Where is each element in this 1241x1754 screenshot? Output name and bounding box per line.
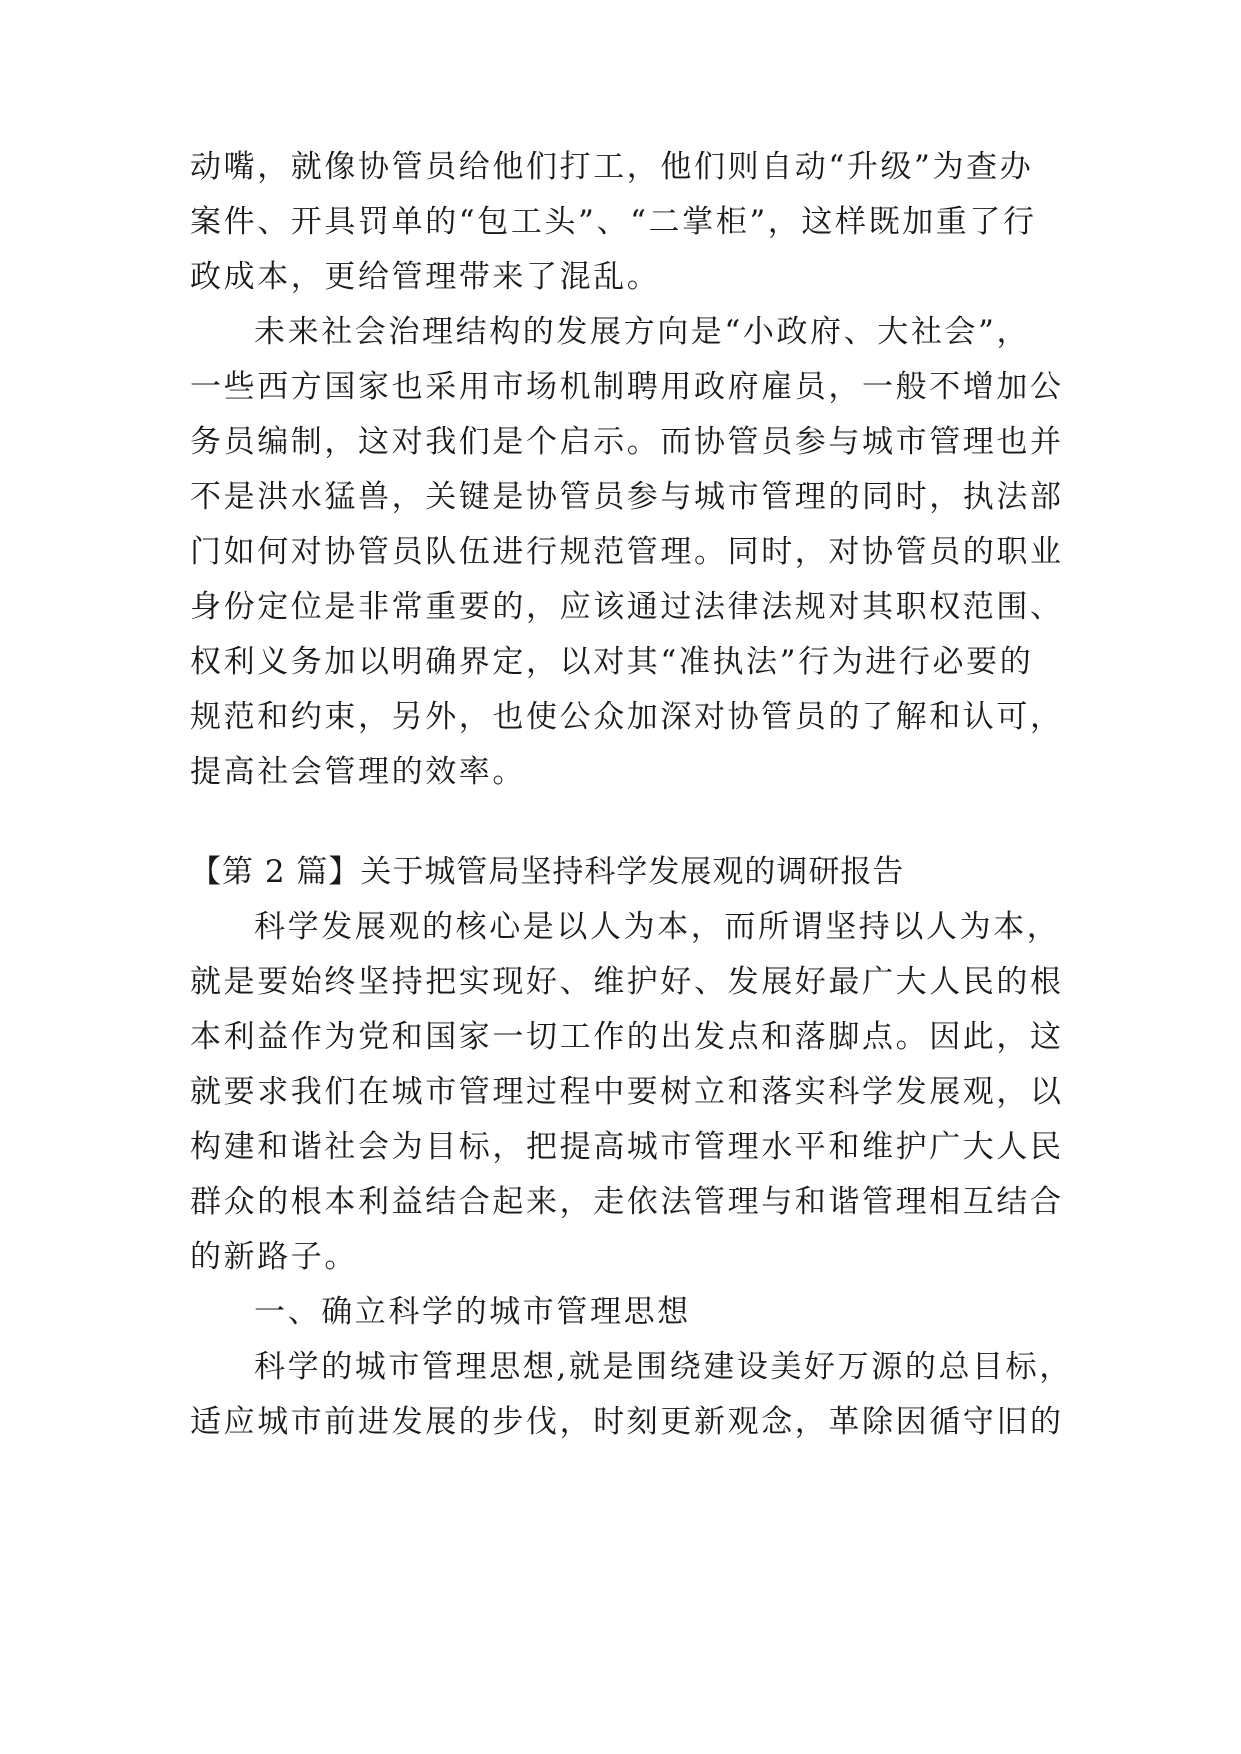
- text-line: 案件、开具罚单的“包工头”、“二掌柜”，这样既加重了行: [190, 204, 1037, 240]
- section-heading: 一、确立科学的城市管理思想: [254, 1294, 691, 1330]
- text-line: 就是要始终坚持把实现好、维护好、发展好最广大人民的根: [190, 964, 1064, 1000]
- text-line: 规范和约束，另外，也使公众加深对协管员的了解和认可，: [190, 699, 1064, 735]
- text-line: 群众的根本利益结合起来，走依法管理与和谐管理相互结合: [190, 1184, 1064, 1220]
- text-line: 构建和谐社会为目标，把提高城市管理水平和维护广大人民: [190, 1129, 1064, 1165]
- article-title: 【第 2 篇】关于城管局坚持科学发展观的调研报告: [190, 854, 905, 890]
- text-line: 就要求我们在城市管理过程中要树立和落实科学发展观，以: [190, 1074, 1064, 1110]
- text-line: 一些西方国家也采用市场机制聘用政府雇员，一般不增加公: [190, 369, 1064, 405]
- text-line: 本利益作为党和国家一切工作的出发点和落脚点。因此，这: [190, 1019, 1064, 1055]
- text-line: 身份定位是非常重要的，应该通过法律法规对其职权范围、: [190, 589, 1064, 625]
- text-line: 权利义务加以明确界定，以对其“准执法”行为进行必要的: [190, 644, 1034, 680]
- text-line: 适应城市前进发展的步伐，时刻更新观念，革除因循守旧的: [190, 1404, 1064, 1440]
- paragraph-first-line: 科学的城市管理思想,就是围绕建设美好万源的总目标，: [254, 1349, 1073, 1385]
- paragraph-first-line: 未来社会治理结构的发展方向是“小政府、大社会”，: [254, 314, 1031, 350]
- text-line: 政成本，更给管理带来了混乱。: [190, 259, 661, 295]
- text-line: 门如何对协管员队伍进行规范管理。同时，对协管员的职业: [190, 534, 1064, 570]
- text-line: 不是洪水猛兽，关键是协管员参与城市管理的同时，执法部: [190, 479, 1064, 515]
- text-line: 的新路子。: [190, 1239, 358, 1275]
- paragraph-first-line: 科学发展观的核心是以人为本，而所谓坚持以人为本，: [254, 909, 1061, 945]
- text-line: 动嘴，就像协管员给他们打工，他们则自动“升级”为查办: [190, 149, 1034, 185]
- text-line: 务员编制，这对我们是个启示。而协管员参与城市管理也并: [190, 424, 1064, 460]
- text-line: 提高社会管理的效率。: [190, 754, 526, 790]
